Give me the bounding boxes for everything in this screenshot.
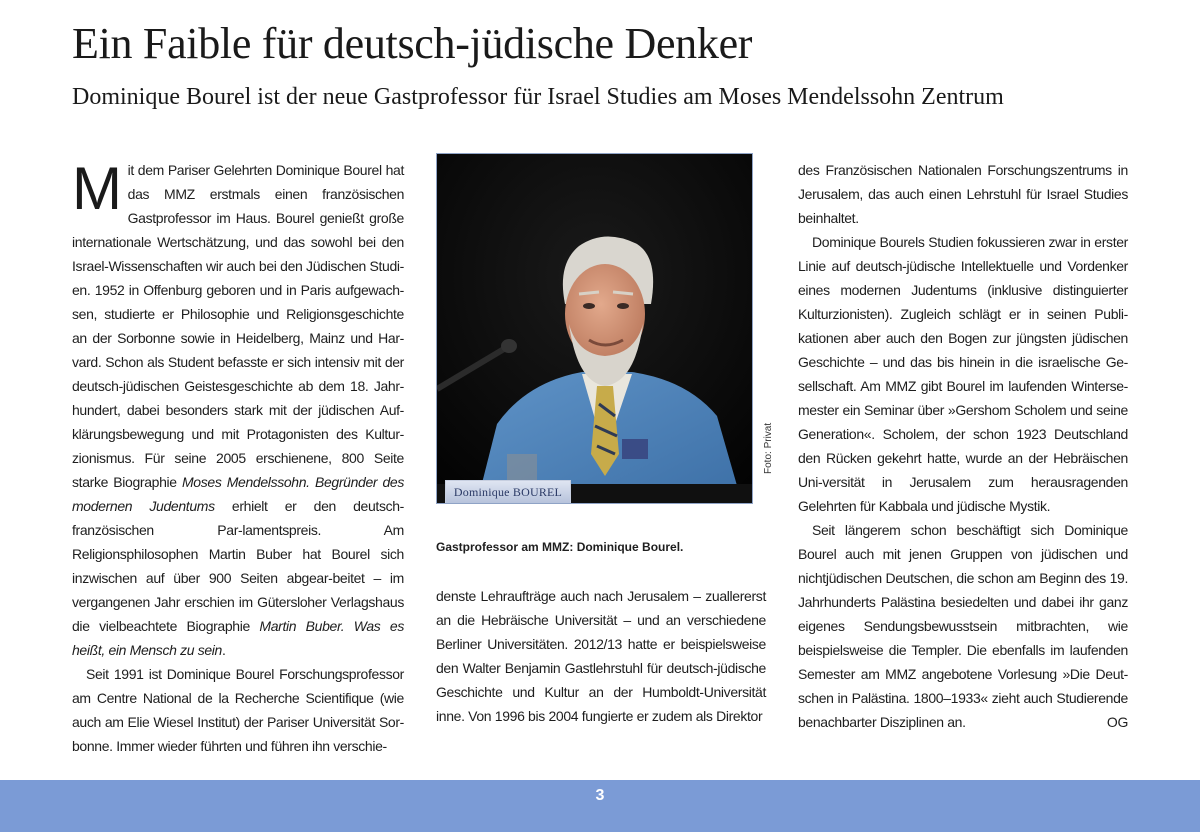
- text-column-3: [798, 158, 1128, 734]
- portrait-photo: [436, 153, 753, 504]
- book-title-mendelssohn: Moses Mendelssohn. Begründer des modernen Judentums: [72, 474, 404, 514]
- photo-caption: Gastprofessor am MMZ: Dominique Bourel.: [436, 540, 684, 554]
- paragraph-2-end: des Französischen Nationalen Forschungszentrums in Jerusalem, das auch einen Lehrstuhl für Israel Studies beinhaltet.: [798, 162, 1128, 226]
- photo-credit: Foto: Privat: [763, 422, 774, 474]
- paragraph-1-text-e: .: [222, 642, 226, 658]
- page-footer-bar: [0, 780, 1200, 832]
- text-column-1: [72, 155, 404, 758]
- name-tag: Dominique BOUREL: [445, 480, 571, 504]
- drop-cap: M: [72, 155, 122, 222]
- article-title: Ein Faible für deutsch-jüdische Denker: [72, 19, 753, 68]
- book-title-buber: Martin Buber. Was es heißt, ein Mensch zu sein: [72, 618, 404, 658]
- paragraph-4-text: Seit längerem schon beschäftigt sich Dominique Bourel auch mit jenen Gruppen von jüdischen und nichtjüdischen Deutschen, die schon am Beginn des 19. Jahrhunderts Palästina besiedelten und dabei ihr ganz eigenes Sendungsbewusstsein mitbrachten, wie beispielsweise die Templer. Die ebenfalls im laufenden Semester am MMZ angebotene Vorlesung »Die Deut-schen in Palästina. 1800–1933« zieht auch Studierende benachbarter Disziplinen an.: [798, 522, 1128, 730]
- paragraph-1: [72, 155, 404, 662]
- page-number: 3: [595, 787, 605, 804]
- paragraph-3: Dominique Bourels Studien fokussieren zwar in erster Linie auf deutsch-jüdische Intellektuelle und Vordenker eines modernen Judentums (inklusive distinguierter Kulturzionisten). Zugleich schlägt er in seinen Publi-kationen aber auch den Bogen zur jüngsten jüdischen Geschichte – und das bis hinein in die israelische Ge-sellschaft. Am MMZ gibt Bourel im laufenden Winterse-mester ein Seminar über »Gershom Scholem und seine Generation«. Scholem, der schon 1923 Deutschland den Rücken gekehrt hatte, wurde an der Hebräischen Uni-versität in Jerusalem zum herausragenden Gelehrten für Kabbala und jüdische Mystik.: [798, 234, 1128, 514]
- paragraph-2: Seit 1991 ist Dominique Bourel Forschungsprofessor am Centre National de la Recherche Scientifique (wie auch am Elie Wiesel Institut) der Pariser Universität Sor-bonne. Immer wieder führten und führen ihn verschie-: [72, 666, 404, 754]
- paragraph-2-continued: denste Lehraufträge auch nach Jerusalem – zuallererst an die Hebräische Universität – und an verschiedene Berliner Universitäten. 2012/13 hatte er beispielsweise den Walter Benjamin Gastlehrstuhl für deutsch-jüdische Geschichte und Kultur an der Humboldt-Universität inne. Von 1996 bis 2004 fungierte er zudem als Direktor: [436, 588, 766, 724]
- paragraph-1-text-c: erhielt er den deutsch-französischen Par-lamentspreis. Am Religionsphilosophen Martin Buber hat Bourel sich inzwischen auf über 900 Seiten abgear-beitet – im vergangenen Jahr erschien im Gütersloher Verlagshaus die vielbeachtete Biographie: [72, 498, 404, 634]
- portrait-illustration: [437, 154, 752, 503]
- author-signature: OG: [1106, 714, 1128, 730]
- text-column-2: [436, 584, 766, 728]
- paragraph-1-text-a: it dem Pariser Gelehrten Dominique Bourel hat das MMZ erstmals einen französischen Gastprofessor im Haus. Bourel genießt große internationale Wertschätzung, und das sowohl bei den Israel-Wissenschaften wir auch bei den Jüdischen Studi-en. 1952 in Offenburg geboren und in Paris aufgewach-sen, studierte er Philosophie und Religionsgeschichte an der Sorbonne sowie in Heidelberg, Mainz und Har-vard. Schon als Student befasste er sich intensiv mit der deutsch-jüdischen Geistesgeschichte ab dem 18. Jahr-hundert, dabei besonders stark mit der jüdischen Auf-klärungsbewegung und mit Protagonisten des Kultur-zionismus. Für seine 2005 erschienene, 800 Seite starke Biographie: [72, 162, 404, 490]
- article-subtitle: Dominique Bourel ist der neue Gastprofessor für Israel Studies am Moses Mendelssohn Zentrum: [72, 84, 1004, 110]
- paragraph-4: [798, 518, 1128, 734]
